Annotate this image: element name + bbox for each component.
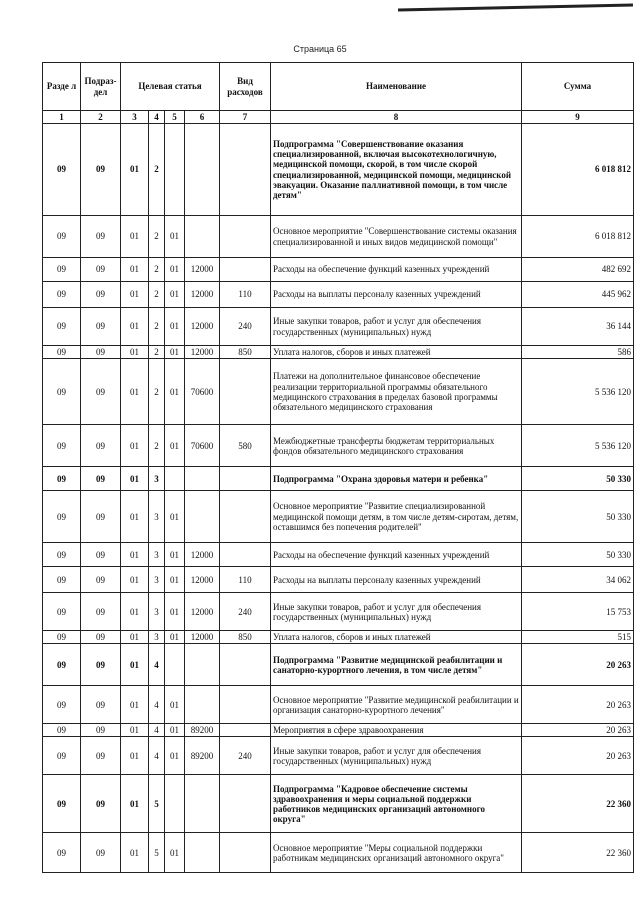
- event-code-cell: [165, 644, 185, 686]
- podrazdel-cell: 09: [81, 359, 121, 425]
- direction-code-cell: 12000: [185, 593, 220, 631]
- amount-cell: 482 692: [522, 258, 634, 282]
- subprogram-code-cell: 5: [149, 775, 165, 833]
- direction-code-cell: 89200: [185, 724, 220, 737]
- program-code-cell: 01: [121, 216, 149, 258]
- name-cell: Платежи на дополнительное финансовое обеспечение реализации территориальной программы обязательного медицинского страхования в пределах базовой программы обязательного медицинского страхования: [271, 359, 522, 425]
- table-row: [43, 258, 634, 282]
- direction-code-cell: 70600: [185, 359, 220, 425]
- podrazdel-cell: 09: [81, 567, 121, 593]
- header-naimenovanie: Наименование: [271, 63, 522, 111]
- header-summa: Сумма: [522, 63, 634, 111]
- table-row: [43, 775, 634, 833]
- event-code-cell: 01: [165, 308, 185, 346]
- event-code-cell: 01: [165, 425, 185, 467]
- header-row: [43, 63, 634, 111]
- direction-code-cell: 12000: [185, 308, 220, 346]
- razdel-cell: 09: [43, 359, 81, 425]
- expense-type-cell: 240: [220, 593, 271, 631]
- table-row: [43, 593, 634, 631]
- table-row: [43, 491, 634, 543]
- amount-cell: 586: [522, 346, 634, 359]
- podrazdel-cell: 09: [81, 724, 121, 737]
- program-code-cell: 01: [121, 124, 149, 216]
- razdel-cell: 09: [43, 567, 81, 593]
- event-code-cell: 01: [165, 543, 185, 567]
- podrazdel-cell: 09: [81, 346, 121, 359]
- amount-cell: 5 536 120: [522, 359, 634, 425]
- subprogram-code-cell: 4: [149, 737, 165, 775]
- name-cell: Иные закупки товаров, работ и услуг для обеспечения государственных (муниципальных) нужд: [271, 593, 522, 631]
- expense-type-cell: [220, 644, 271, 686]
- program-code-cell: 01: [121, 631, 149, 644]
- program-code-cell: 01: [121, 724, 149, 737]
- expense-type-cell: [220, 686, 271, 724]
- razdel-cell: 09: [43, 724, 81, 737]
- program-code-cell: 01: [121, 359, 149, 425]
- event-code-cell: 01: [165, 346, 185, 359]
- program-code-cell: 01: [121, 686, 149, 724]
- direction-code-cell: [185, 833, 220, 873]
- subprogram-code-cell: 2: [149, 258, 165, 282]
- direction-code-cell: [185, 775, 220, 833]
- event-code-cell: [165, 467, 185, 491]
- col-number: 8: [271, 111, 522, 124]
- amount-cell: 50 330: [522, 491, 634, 543]
- direction-code-cell: [185, 644, 220, 686]
- subprogram-code-cell: 2: [149, 359, 165, 425]
- table-row: [43, 467, 634, 491]
- direction-code-cell: [185, 686, 220, 724]
- event-code-cell: 01: [165, 724, 185, 737]
- name-cell: Мероприятия в сфере здравоохранения: [271, 724, 522, 737]
- program-code-cell: 01: [121, 737, 149, 775]
- name-cell: Иные закупки товаров, работ и услуг для обеспечения государственных (муниципальных) нужд: [271, 737, 522, 775]
- table-row: [43, 737, 634, 775]
- razdel-cell: 09: [43, 282, 81, 308]
- subprogram-code-cell: 5: [149, 833, 165, 873]
- subprogram-code-cell: 2: [149, 124, 165, 216]
- amount-cell: 20 263: [522, 644, 634, 686]
- table-row: [43, 724, 634, 737]
- expense-type-cell: [220, 467, 271, 491]
- name-cell: Расходы на выплаты персоналу казенных учреждений: [271, 282, 522, 308]
- subprogram-code-cell: 4: [149, 686, 165, 724]
- subprogram-code-cell: 2: [149, 346, 165, 359]
- event-code-cell: 01: [165, 491, 185, 543]
- podrazdel-cell: 09: [81, 593, 121, 631]
- page-label: Страница 65: [293, 44, 347, 54]
- name-cell: Основное мероприятие "Меры социальной поддержки работникам медицинских организаций автономного округа": [271, 833, 522, 873]
- subprogram-code-cell: 4: [149, 724, 165, 737]
- direction-code-cell: 12000: [185, 543, 220, 567]
- name-cell: Подпрограмма "Кадровое обеспечение системы здравоохранения и меры социальной поддержки работников медицинских организаций автономного округа": [271, 775, 522, 833]
- podrazdel-cell: 09: [81, 282, 121, 308]
- amount-cell: 6 018 812: [522, 124, 634, 216]
- direction-code-cell: [185, 491, 220, 543]
- col-number: 4: [149, 111, 165, 124]
- program-code-cell: 01: [121, 543, 149, 567]
- col-number: 6: [185, 111, 220, 124]
- amount-cell: 22 360: [522, 833, 634, 873]
- name-cell: Основное мероприятие "Совершенствование системы оказания специализированной и иных видов медицинской помощи": [271, 216, 522, 258]
- podrazdel-cell: 09: [81, 644, 121, 686]
- direction-code-cell: [185, 216, 220, 258]
- razdel-cell: 09: [43, 124, 81, 216]
- amount-cell: 22 360: [522, 775, 634, 833]
- program-code-cell: 01: [121, 775, 149, 833]
- podrazdel-cell: 09: [81, 124, 121, 216]
- program-code-cell: 01: [121, 467, 149, 491]
- podrazdel-cell: 09: [81, 543, 121, 567]
- table-row: [43, 346, 634, 359]
- amount-cell: 36 144: [522, 308, 634, 346]
- subprogram-code-cell: 3: [149, 491, 165, 543]
- razdel-cell: 09: [43, 308, 81, 346]
- subprogram-code-cell: 4: [149, 644, 165, 686]
- event-code-cell: 01: [165, 359, 185, 425]
- expense-type-cell: [220, 491, 271, 543]
- expense-type-cell: [220, 775, 271, 833]
- table-row: [43, 308, 634, 346]
- amount-cell: 5 536 120: [522, 425, 634, 467]
- podrazdel-cell: 09: [81, 308, 121, 346]
- name-cell: Подпрограмма "Развитие медицинской реабилитации и санаторно-курортного лечения, в том числе детям": [271, 644, 522, 686]
- event-code-cell: 01: [165, 567, 185, 593]
- event-code-cell: 01: [165, 216, 185, 258]
- col-number: 7: [220, 111, 271, 124]
- subprogram-code-cell: 3: [149, 593, 165, 631]
- expense-type-cell: 580: [220, 425, 271, 467]
- podrazdel-cell: 09: [81, 737, 121, 775]
- budget-table: [42, 62, 634, 873]
- program-code-cell: 01: [121, 425, 149, 467]
- expense-type-cell: 850: [220, 346, 271, 359]
- table-row: [43, 631, 634, 644]
- event-code-cell: 01: [165, 282, 185, 308]
- expense-type-cell: [220, 724, 271, 737]
- subprogram-code-cell: 3: [149, 567, 165, 593]
- table-row: [43, 359, 634, 425]
- program-code-cell: 01: [121, 308, 149, 346]
- expense-type-cell: [220, 543, 271, 567]
- name-cell: Расходы на обеспечение функций казенных учреждений: [271, 258, 522, 282]
- table-row: [43, 216, 634, 258]
- event-code-cell: [165, 124, 185, 216]
- event-code-cell: 01: [165, 631, 185, 644]
- razdel-cell: 09: [43, 216, 81, 258]
- header-podrazdel: Подраз- дел: [81, 63, 121, 111]
- program-code-cell: 01: [121, 833, 149, 873]
- razdel-cell: 09: [43, 543, 81, 567]
- razdel-cell: 09: [43, 833, 81, 873]
- direction-code-cell: 12000: [185, 631, 220, 644]
- amount-cell: 50 330: [522, 467, 634, 491]
- amount-cell: 34 062: [522, 567, 634, 593]
- col-number: 5: [165, 111, 185, 124]
- razdel-cell: 09: [43, 593, 81, 631]
- subprogram-code-cell: 2: [149, 282, 165, 308]
- amount-cell: 515: [522, 631, 634, 644]
- razdel-cell: 09: [43, 491, 81, 543]
- table-row: [43, 644, 634, 686]
- expense-type-cell: [220, 216, 271, 258]
- scan-edge-line: [398, 4, 633, 12]
- program-code-cell: 01: [121, 593, 149, 631]
- razdel-cell: 09: [43, 737, 81, 775]
- event-code-cell: [165, 775, 185, 833]
- subprogram-code-cell: 2: [149, 308, 165, 346]
- razdel-cell: 09: [43, 467, 81, 491]
- razdel-cell: 09: [43, 631, 81, 644]
- event-code-cell: 01: [165, 833, 185, 873]
- subprogram-code-cell: 2: [149, 216, 165, 258]
- expense-type-cell: 110: [220, 567, 271, 593]
- table-body: [43, 124, 634, 873]
- razdel-cell: 09: [43, 425, 81, 467]
- name-cell: Основное мероприятие "Развитие специализированной медицинской помощи детям, в том числе детям-сиротам, детям, оставшимся без попечения родителей": [271, 491, 522, 543]
- col-number: 3: [121, 111, 149, 124]
- direction-code-cell: 12000: [185, 258, 220, 282]
- podrazdel-cell: 09: [81, 491, 121, 543]
- expense-type-cell: 240: [220, 737, 271, 775]
- expense-type-cell: 240: [220, 308, 271, 346]
- table-row: [43, 543, 634, 567]
- podrazdel-cell: 09: [81, 216, 121, 258]
- name-cell: Расходы на обеспечение функций казенных учреждений: [271, 543, 522, 567]
- name-cell: Основное мероприятие "Развитие медицинской реабилитации и организация санаторно-курортного лечения": [271, 686, 522, 724]
- expense-type-cell: [220, 833, 271, 873]
- direction-code-cell: [185, 467, 220, 491]
- amount-cell: 50 330: [522, 543, 634, 567]
- name-cell: Расходы на выплаты персоналу казенных учреждений: [271, 567, 522, 593]
- direction-code-cell: 12000: [185, 282, 220, 308]
- program-code-cell: 01: [121, 346, 149, 359]
- podrazdel-cell: 09: [81, 631, 121, 644]
- col-number: 2: [81, 111, 121, 124]
- amount-cell: 20 263: [522, 737, 634, 775]
- column-number-row: [43, 111, 634, 124]
- razdel-cell: 09: [43, 686, 81, 724]
- razdel-cell: 09: [43, 644, 81, 686]
- podrazdel-cell: 09: [81, 833, 121, 873]
- table-row: [43, 686, 634, 724]
- expense-type-cell: [220, 258, 271, 282]
- col-number: 9: [522, 111, 634, 124]
- podrazdel-cell: 09: [81, 425, 121, 467]
- name-cell: Межбюджетные трансферты бюджетам территориальных фондов обязательного медицинского страхования: [271, 425, 522, 467]
- program-code-cell: 01: [121, 282, 149, 308]
- event-code-cell: 01: [165, 593, 185, 631]
- name-cell: Подпрограмма "Охрана здоровья матери и ребенка": [271, 467, 522, 491]
- header-tselevaya-statya: Целевая статья: [121, 63, 220, 111]
- podrazdel-cell: 09: [81, 775, 121, 833]
- direction-code-cell: 89200: [185, 737, 220, 775]
- program-code-cell: 01: [121, 491, 149, 543]
- table-row: [43, 282, 634, 308]
- amount-cell: 20 263: [522, 724, 634, 737]
- amount-cell: 445 962: [522, 282, 634, 308]
- expense-type-cell: 850: [220, 631, 271, 644]
- program-code-cell: 01: [121, 258, 149, 282]
- subprogram-code-cell: 3: [149, 631, 165, 644]
- razdel-cell: 09: [43, 258, 81, 282]
- name-cell: Уплата налогов, сборов и иных платежей: [271, 346, 522, 359]
- direction-code-cell: [185, 124, 220, 216]
- amount-cell: 20 263: [522, 686, 634, 724]
- podrazdel-cell: 09: [81, 467, 121, 491]
- expense-type-cell: [220, 124, 271, 216]
- expense-type-cell: [220, 359, 271, 425]
- table-row: [43, 567, 634, 593]
- table-row: [43, 833, 634, 873]
- subprogram-code-cell: 3: [149, 543, 165, 567]
- amount-cell: 15 753: [522, 593, 634, 631]
- col-number: 1: [43, 111, 81, 124]
- table-row: [43, 124, 634, 216]
- program-code-cell: 01: [121, 567, 149, 593]
- razdel-cell: 09: [43, 775, 81, 833]
- direction-code-cell: 70600: [185, 425, 220, 467]
- table-row: [43, 425, 634, 467]
- razdel-cell: 09: [43, 346, 81, 359]
- name-cell: Иные закупки товаров, работ и услуг для обеспечения государственных (муниципальных) нужд: [271, 308, 522, 346]
- name-cell: Подпрограмма "Совершенствование оказания специализированной, включая высокотехнологичную, медицинской помощи, скорой, в том числе скорой специализированной, медицинской помощи, медицинской эвакуации. Оказание паллиативной помощи, в том числе детям": [271, 124, 522, 216]
- direction-code-cell: 12000: [185, 567, 220, 593]
- podrazdel-cell: 09: [81, 258, 121, 282]
- direction-code-cell: 12000: [185, 346, 220, 359]
- event-code-cell: 01: [165, 686, 185, 724]
- name-cell: Уплата налогов, сборов и иных платежей: [271, 631, 522, 644]
- event-code-cell: 01: [165, 258, 185, 282]
- podrazdel-cell: 09: [81, 686, 121, 724]
- header-vid-raskhodov: Вид расходов: [220, 63, 271, 111]
- subprogram-code-cell: 3: [149, 467, 165, 491]
- expense-type-cell: 110: [220, 282, 271, 308]
- subprogram-code-cell: 2: [149, 425, 165, 467]
- amount-cell: 6 018 812: [522, 216, 634, 258]
- header-razdel: Разде л: [43, 63, 81, 111]
- program-code-cell: 01: [121, 644, 149, 686]
- event-code-cell: 01: [165, 737, 185, 775]
